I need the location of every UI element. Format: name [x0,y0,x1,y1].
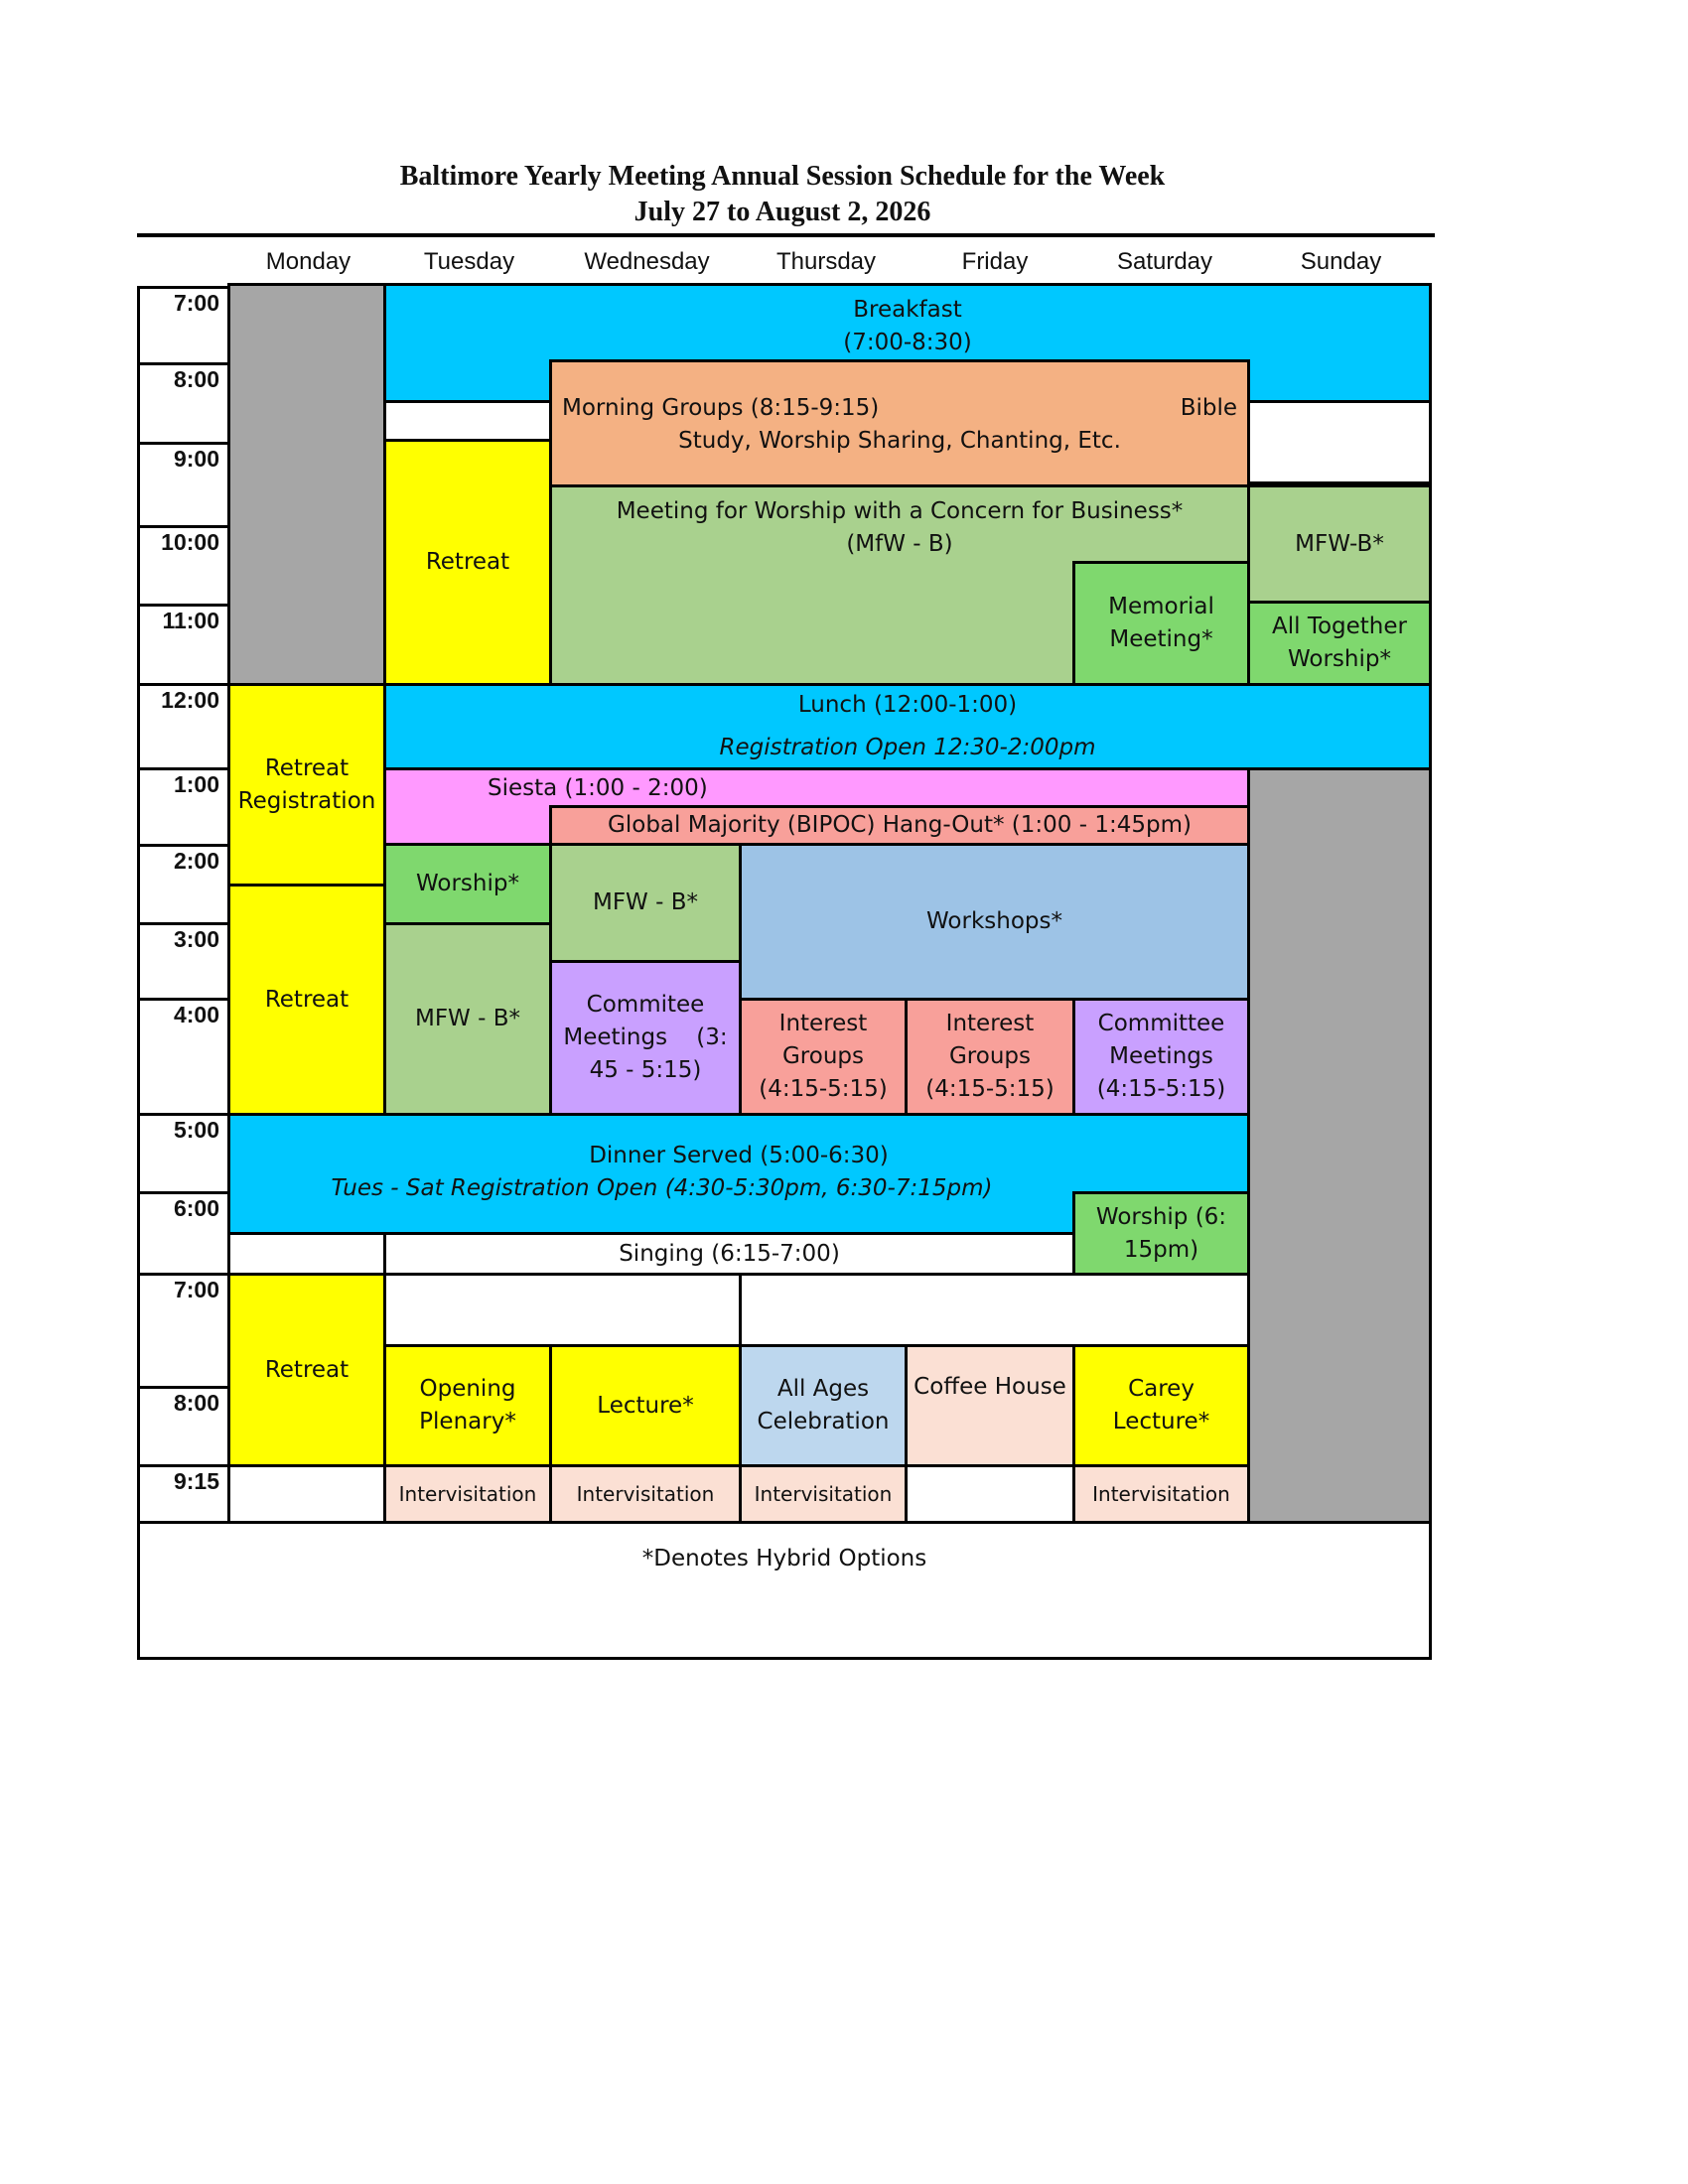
event-workshops[interactable] [739,843,1250,1001]
event-carey-lecture[interactable] [1072,1344,1250,1467]
event-label: 45 - 5:15) [589,1057,702,1083]
monday-unavailable-block [227,283,386,686]
event-retreat-registration[interactable] [227,683,386,887]
event-memorial-meeting[interactable] [1072,561,1250,686]
event-retreat-monday-evening[interactable] [227,1273,386,1467]
event-lecture[interactable] [549,1344,742,1467]
empty-slot [227,1464,386,1524]
event-worship-tuesday[interactable] [383,843,552,925]
event-label: Worship* [416,871,519,896]
event-label: Plenary* [419,1409,516,1434]
event-label: Bible [1180,395,1237,421]
day-header-friday: Friday [961,248,1029,275]
event-label: Celebration [757,1409,890,1434]
event-label: (4:15-5:15) [925,1076,1055,1102]
time-label: 7:00 [137,1273,230,1389]
event-label: Morning Groups (8:15-9:15) [562,395,880,421]
event-worship-saturday-evening[interactable] [1072,1191,1250,1276]
page-subtitle: July 27 to August 2, 2026 [633,197,931,227]
time-label: 4:00 [137,998,230,1116]
empty-slot [739,1273,1250,1347]
event-label: Meeting for Worship with a Concern for Business* [616,498,1184,524]
title-divider [137,233,1435,237]
event-label: Breakfast [853,297,962,323]
empty-slot [1247,400,1432,484]
time-label: 8:00 [137,1386,230,1467]
day-header-monday: Monday [265,248,352,275]
event-label: Siesta (1:00 - 2:00) [488,775,708,801]
event-retreat-tuesday[interactable] [383,439,552,686]
event-label: Intervisitation [754,1481,893,1506]
day-header-wednesday: Wednesday [584,248,710,275]
event-label: Opening [419,1376,516,1402]
event-mfw-b-wednesday[interactable] [549,843,742,963]
event-intervisitation-tuesday[interactable] [383,1464,552,1524]
event-time: (7:00-8:30) [843,330,972,355]
event-label-row [558,392,1241,425]
event-label: Global Majority (BIPOC) Hang-Out* (1:00 - 1:45pm) [608,812,1192,838]
time-label: 6:00 [137,1191,230,1276]
event-label: Tues - Sat Registration Open (4:30-5:30pm, 6:30-7:15pm) [331,1175,993,1201]
event-committee-meetings-saturday[interactable] [1072,998,1250,1116]
event-label: Memorial [1108,594,1214,619]
event-label: Lecture* [597,1392,694,1419]
event-label: Intervisitation [398,1481,537,1506]
day-header-tuesday: Tuesday [423,248,515,275]
event-interest-groups-thursday[interactable] [739,998,908,1116]
event-label: Coffee House [914,1374,1066,1400]
event-label: Commitee [586,992,705,1018]
event-label: Meeting* [1109,626,1213,652]
event-label: Committee [1097,1011,1225,1036]
event-intervisitation-thursday[interactable] [739,1464,908,1524]
empty-slot [383,400,552,442]
day-header-thursday: Thursday [775,248,877,275]
event-label: (MfW - B) [846,531,953,557]
event-label: MFW - B* [592,889,698,915]
event-commitee-meetings-wednesday[interactable] [549,960,742,1116]
empty-slot [227,1232,386,1276]
event-label: Registration [237,787,376,814]
time-label: 12:00 [137,683,230,770]
event-label: Dinner Served (5:00-6:30) [589,1143,889,1168]
footnote: *Denotes Hybrid Options [641,1546,927,1571]
event-label: Singing (6:15-7:00) [619,1240,840,1267]
event-singing[interactable] [383,1232,1075,1276]
event-label: Retreat [264,754,350,781]
event-label: Lecture* [1112,1409,1210,1434]
event-label: Groups [948,1043,1031,1069]
event-label: Worship* [1288,646,1391,672]
event-label: Workshops* [926,908,1062,934]
day-header-sunday: Sunday [1300,248,1382,275]
empty-slot [905,1464,1075,1524]
event-intervisitation-wednesday[interactable] [549,1464,742,1524]
event-label: Interest [778,1011,868,1036]
event-label: Worship (6: [1095,1203,1227,1230]
event-coffee-house[interactable] [905,1344,1075,1467]
event-label: Retreat [264,1356,350,1383]
time-label: 9:15 [137,1464,230,1524]
time-label: 9:00 [137,442,230,528]
event-label: Registration Open 12:30-2:00pm [719,735,1096,760]
day-header-saturday: Saturday [1116,248,1213,275]
event-retreat-monday-afternoon[interactable] [227,884,386,1116]
event-label: MFW - B* [414,1006,520,1031]
event-label: Intervisitation [1092,1481,1230,1506]
time-label: 10:00 [137,525,230,607]
event-interest-groups-friday[interactable] [905,998,1075,1116]
event-intervisitation-saturday[interactable] [1072,1464,1250,1524]
event-label: Groups [781,1043,864,1069]
event-label: Meetings [1109,1043,1213,1069]
event-all-ages-celebration[interactable] [739,1344,908,1467]
event-label: Meetings (3: [563,1024,728,1050]
empty-slot [383,1273,742,1347]
time-label: 7:00 [137,286,230,365]
event-morning-groups[interactable] [549,359,1250,487]
event-label: 15pm) [1123,1236,1199,1263]
event-label: Interest [945,1011,1035,1036]
time-label: 2:00 [137,844,230,925]
event-mfw-b-tuesday[interactable] [383,922,552,1116]
event-label: (4:15-5:15) [1096,1076,1226,1102]
event-label: Lunch (12:00-1:00) [797,692,1018,718]
time-label: 8:00 [137,362,230,445]
time-label: 5:00 [137,1113,230,1194]
event-lunch[interactable] [383,683,1432,770]
event-label: All Together [1272,614,1407,639]
event-label: Retreat [425,549,510,575]
time-label: 1:00 [137,767,230,847]
time-label: 3:00 [137,922,230,1001]
event-label: Carey [1128,1376,1195,1402]
event-label: (4:15-5:15) [759,1076,888,1102]
page-title: Baltimore Yearly Meeting Annual Session Schedule for the Week [399,161,1166,192]
event-label: All Ages [776,1376,870,1402]
event-global-majority[interactable] [549,805,1250,846]
event-all-together-worship[interactable] [1247,601,1432,686]
event-mfw-b-sunday[interactable] [1247,484,1432,604]
sunday-unavailable-block [1247,767,1432,1524]
event-label: Study, Worship Sharing, Chanting, Etc. [678,428,1121,454]
event-label: MFW-B* [1295,530,1384,557]
event-opening-plenary[interactable] [383,1344,552,1467]
event-label: Retreat [264,986,350,1013]
event-label: Intervisitation [576,1481,715,1506]
time-label: 11:00 [137,604,230,686]
